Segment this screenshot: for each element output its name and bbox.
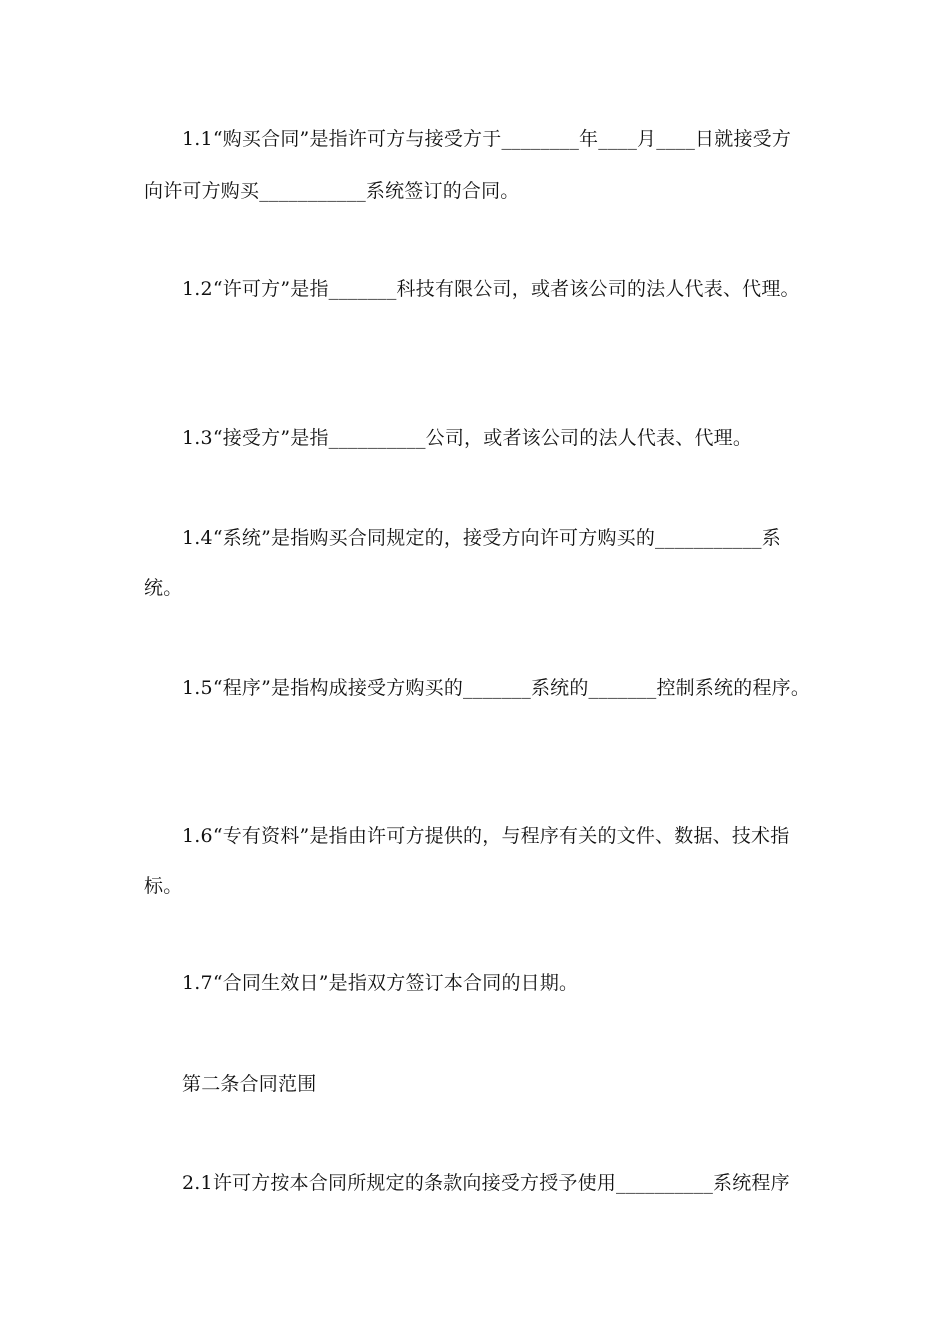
clause-1-6-line-2: 标。 — [144, 875, 183, 897]
clause-1-7: 1.7“合同生效日”是指双方签订本合同的日期。 — [182, 972, 579, 994]
clause-1-6-line-1: 1.6“专有资料”是指由许可方提供的，与程序有关的文件、数据、技术指 — [182, 825, 790, 847]
clause-1-5: 1.5“程序”是指构成接受方购买的_______系统的_______控制系统的程序。 — [182, 677, 811, 699]
clause-1-1-line-1: 1.1“购买合同”是指许可方与接受方于________年____月____日就接受方 — [182, 128, 792, 150]
clause-2-1: 2.1许可方按本合同所规定的条款向接受方授予使用__________系统程序 — [182, 1172, 790, 1194]
clause-1-4-line-2: 统。 — [144, 577, 183, 599]
clause-1-3: 1.3“接受方”是指__________公司，或者该公司的法人代表、代理。 — [182, 427, 753, 449]
clause-1-1-line-2: 向许可方购买___________系统签订的合同。 — [144, 180, 520, 202]
clause-1-2: 1.2“许可方”是指_______科技有限公司，或者该公司的法人代表、代理。 — [182, 278, 800, 300]
section-2-heading: 第二条合同范围 — [182, 1073, 317, 1095]
clause-1-4-line-1: 1.4“系统”是指购买合同规定的，接受方向许可方购买的___________系 — [182, 527, 781, 549]
